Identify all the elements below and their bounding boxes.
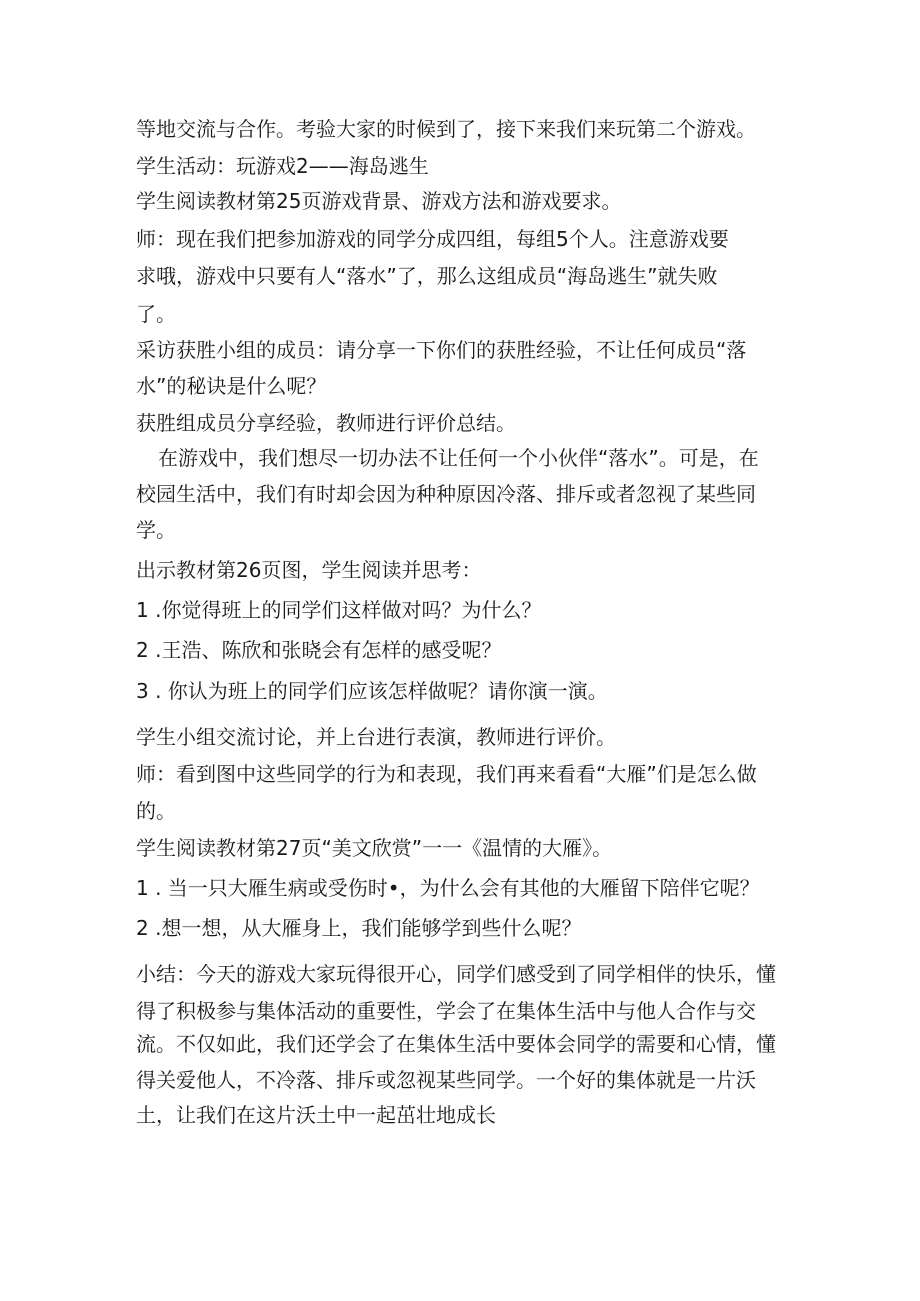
text-line: 的。 <box>136 799 176 823</box>
text-line: 学生小组交流讨论，并上台进行表演，教师进行评价。 <box>136 725 616 749</box>
text-line: 师：现在我们把参加游戏的同学分成四组，每组5个人。注意游戏要 <box>136 227 729 251</box>
text-line: 得了积极参与集体活动的重要性，学会了在集体生活中与他人合作与交 <box>136 999 756 1023</box>
text-line: 学生阅读教材第25页游戏背景、游戏方法和游戏要求。 <box>136 189 622 213</box>
text-line: 采访获胜小组的成员：请分享一下你们的获胜经验，不让任何成员“落 <box>136 338 747 362</box>
text-line: 在游戏中，我们想尽一切办法不让任何一个小伙伴“落水”。可是，在 <box>158 446 759 470</box>
text-line: 等地交流与合作。考验大家的时候到了，接下来我们来玩第二个游戏。 <box>136 117 756 141</box>
list-item: 2 .想一想，从大雁身上，我们能够学到些什么呢？ <box>136 916 582 940</box>
text-line: 土，让我们在这片沃土中一起茁壮地成长 <box>136 1103 496 1127</box>
text-line: 水”的秘诀是什么呢？ <box>136 374 327 398</box>
text-line: 出示教材第26页图，学生阅读并思考： <box>136 558 482 582</box>
list-item: 2 .王浩、陈欣和张晓会有怎样的感受呢？ <box>136 638 502 662</box>
text-line: 校园生活中，我们有时却会因为种种原因冷落、排斥或者忽视了某些同 <box>136 482 756 506</box>
text-line: 获胜组成员分享经验，教师进行评价总结。 <box>136 411 516 435</box>
text-line: 得关爱他人，不冷落、排斥或忽视某些同学。一个好的集体就是一片沃 <box>136 1068 756 1092</box>
text-line: 了。 <box>136 302 176 326</box>
list-item: 1 .你觉得班上的同学们这样做对吗？为什么？ <box>136 598 542 622</box>
text-line: 流。不仅如此，我们还学会了在集体生活中要体会同学的需要和心情，懂 <box>136 1032 776 1056</box>
text-line: 小结：今天的游戏大家玩得很开心，同学们感受到了同学相伴的快乐，懂 <box>136 962 776 986</box>
text-line: 求哦，游戏中只要有人“落水”了，那么这组成员“海岛逃生”就失败 <box>136 264 718 288</box>
text-line: 师：看到图中这些同学的行为和表现，我们再来看看“大雁”们是怎么做 <box>136 762 757 786</box>
list-item: 1 . 当一只大雁生病或受伤时•，为什么会有其他的大雁留下陪伴它呢？ <box>136 876 760 900</box>
text-line: 学生活动：玩游戏2——海岛逃生 <box>136 154 429 178</box>
list-item: 3 . 你认为班上的同学们应该怎样做呢？请你演一演。 <box>136 679 608 703</box>
text-line: 学。 <box>136 518 176 542</box>
text-line: 学生阅读教材第27页“美文欣赏”一一《温情的大雁》。 <box>136 836 613 860</box>
